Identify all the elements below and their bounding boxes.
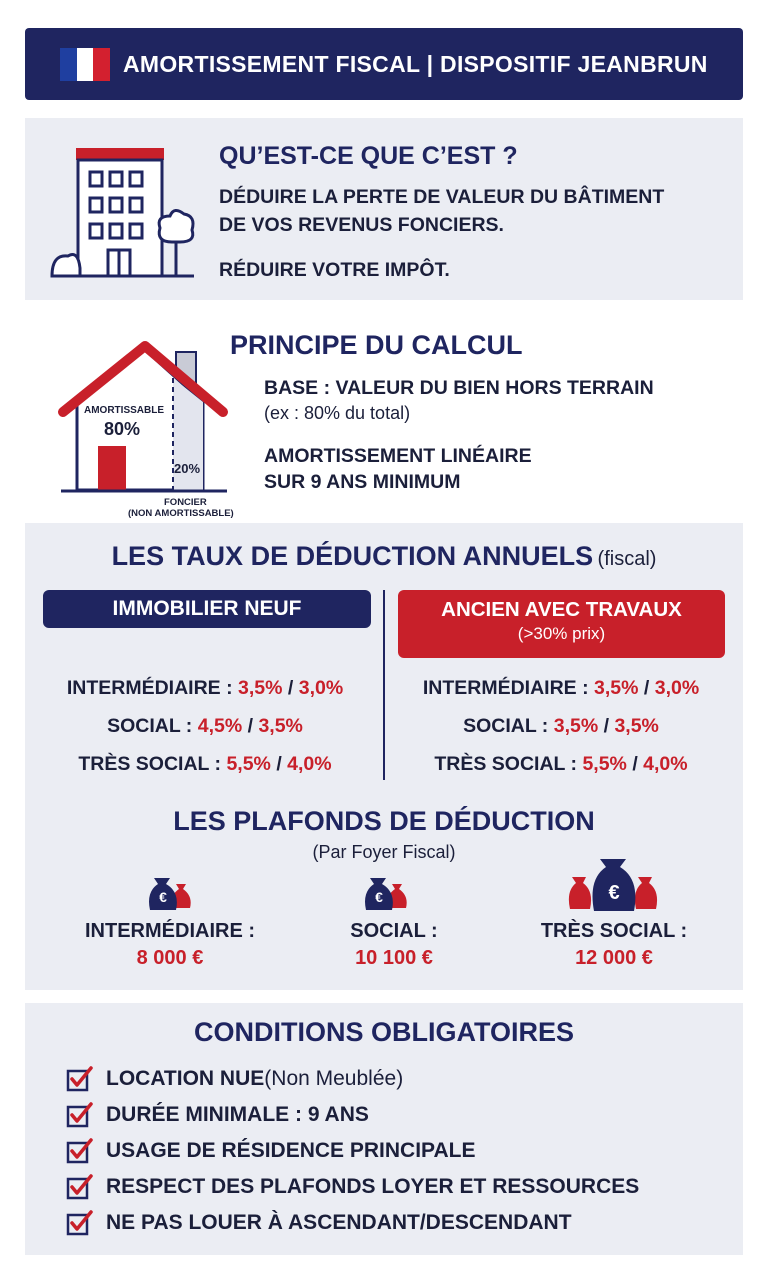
rate-label: INTERMÉDIAIRE : bbox=[422, 677, 594, 699]
plafond-amount: 8 000 € bbox=[136, 947, 204, 969]
neuf-row-tres-social bbox=[30, 753, 380, 776]
foncier-label: FONCIER bbox=[164, 497, 207, 508]
euro-glyph: € bbox=[608, 882, 620, 904]
checkbox-checked-icon bbox=[66, 1102, 94, 1128]
condition-note: (Non Meublée) bbox=[264, 1067, 404, 1090]
plafond-social bbox=[284, 920, 504, 970]
what-title: QU’EST-CE QUE C’EST ? bbox=[219, 142, 518, 170]
what-line-3: RÉDUIRE VOTRE IMPÔT. bbox=[219, 259, 450, 281]
ancien-label-box bbox=[398, 590, 725, 658]
rate-label: SOCIAL : bbox=[463, 715, 554, 737]
house-land-pct: 20% bbox=[174, 461, 201, 476]
calc-amort-line-1: AMORTISSEMENT LINÉAIRE bbox=[264, 445, 532, 467]
condition-item bbox=[66, 1138, 476, 1164]
rate-value-a: 3,5% bbox=[594, 677, 639, 699]
house-amortissable-label: AMORTISSABLE bbox=[84, 405, 164, 416]
ancien-row-social bbox=[386, 715, 736, 738]
money-bags-icon bbox=[362, 872, 410, 912]
condition-text: USAGE DE RÉSIDENCE PRINCIPALE bbox=[106, 1139, 476, 1162]
calc-title: PRINCIPE DU CALCUL bbox=[230, 330, 523, 360]
condition-item bbox=[66, 1174, 639, 1200]
checkbox-checked-icon bbox=[66, 1066, 94, 1092]
plafond-tres-social bbox=[504, 920, 724, 970]
calc-amort-line-2: SUR 9 ANS MINIMUM bbox=[264, 471, 461, 493]
rate-label: TRÈS SOCIAL : bbox=[434, 753, 583, 775]
house-icon bbox=[55, 338, 230, 496]
rate-label: TRÈS SOCIAL : bbox=[78, 753, 227, 775]
euro-glyph: € bbox=[375, 889, 383, 905]
taux-title-row bbox=[0, 541, 768, 572]
building-icon bbox=[48, 142, 198, 280]
rate-value-a: 3,5% bbox=[553, 715, 599, 737]
rate-separator: / bbox=[270, 753, 288, 775]
ancien-sublabel: (>30% prix) bbox=[517, 624, 606, 643]
plafond-label: INTERMÉDIAIRE : bbox=[85, 920, 255, 942]
ancien-label: ANCIEN AVEC TRAVAUX bbox=[441, 598, 682, 621]
plafonds-title: LES PLAFONDS DE DÉDUCTION bbox=[173, 806, 595, 836]
plafond-label: TRÈS SOCIAL : bbox=[540, 920, 688, 942]
plafond-intermediaire bbox=[60, 920, 280, 970]
rate-value-b: 3,5% bbox=[614, 715, 659, 737]
ancien-row-intermediaire bbox=[386, 677, 736, 700]
condition-item bbox=[66, 1066, 403, 1092]
rate-label: INTERMÉDIAIRE : bbox=[66, 677, 238, 699]
french-flag-icon bbox=[60, 48, 110, 81]
condition-text: RESPECT DES PLAFONDS LOYER ET RESSOURCES bbox=[106, 1175, 640, 1198]
rate-value-b: 4,0% bbox=[287, 753, 332, 775]
calc-base: BASE : VALEUR DU BIEN HORS TERRAIN bbox=[264, 377, 654, 399]
rate-separator: / bbox=[282, 677, 299, 699]
checkbox-checked-icon bbox=[66, 1174, 94, 1200]
rate-label: SOCIAL : bbox=[107, 715, 198, 737]
taux-title-suffix: (fiscal) bbox=[597, 548, 657, 570]
euro-glyph: € bbox=[159, 889, 167, 905]
rate-value-a: 5,5% bbox=[226, 753, 271, 775]
checkbox-checked-icon bbox=[66, 1210, 94, 1236]
non-amortissable-label: (NON AMORTISSABLE) bbox=[128, 508, 234, 519]
conditions-title: CONDITIONS OBLIGATOIRES bbox=[193, 1017, 575, 1047]
neuf-row-intermediaire bbox=[30, 677, 380, 700]
rate-value-b: 3,0% bbox=[298, 677, 344, 699]
rate-value-b: 3,0% bbox=[654, 677, 700, 699]
rate-value-a: 3,5% bbox=[238, 677, 283, 699]
rate-value-a: 5,5% bbox=[582, 753, 627, 775]
money-bags-icon bbox=[146, 872, 194, 912]
neuf-label: IMMOBILIER NEUF bbox=[112, 597, 302, 620]
calc-base-note: (ex : 80% du total) bbox=[264, 403, 411, 423]
condition-item bbox=[66, 1210, 572, 1236]
rate-value-a: 4,5% bbox=[197, 715, 243, 737]
rate-separator: / bbox=[638, 677, 655, 699]
what-line-2: DE VOS REVENUS FONCIERS. bbox=[219, 214, 504, 236]
plafond-amount: 12 000 € bbox=[575, 947, 653, 969]
house-amortissable-pct: 80% bbox=[104, 419, 141, 439]
rate-value-b: 4,0% bbox=[643, 753, 688, 775]
money-bags-icon bbox=[568, 855, 660, 913]
header-banner bbox=[25, 28, 743, 100]
rate-separator: / bbox=[626, 753, 644, 775]
condition-text: LOCATION NUE bbox=[106, 1067, 265, 1090]
taux-title: LES TAUX DE DÉDUCTION ANNUELS bbox=[111, 541, 594, 571]
what-line-1: DÉDUIRE LA PERTE DE VALEUR DU BÂTIMENT bbox=[219, 186, 665, 208]
plafond-label: SOCIAL : bbox=[350, 920, 438, 942]
condition-text: NE PAS LOUER À ASCENDANT/DESCENDANT bbox=[106, 1211, 572, 1234]
neuf-row-social bbox=[30, 715, 380, 738]
rate-value-b: 3,5% bbox=[258, 715, 303, 737]
condition-text: DURÉE MINIMALE : 9 ANS bbox=[106, 1103, 369, 1126]
rate-separator: / bbox=[598, 715, 615, 737]
plafonds-subtitle: (Par Foyer Fiscal) bbox=[312, 842, 456, 862]
taux-divider bbox=[383, 590, 385, 780]
plafond-amount: 10 100 € bbox=[355, 947, 433, 969]
page-title: AMORTISSEMENT FISCAL | DISPOSITIF JEANBRUN bbox=[123, 51, 708, 77]
ancien-row-tres-social bbox=[386, 753, 736, 776]
neuf-label-box bbox=[43, 590, 371, 628]
rate-separator: / bbox=[242, 715, 259, 737]
condition-item bbox=[66, 1102, 369, 1128]
checkbox-checked-icon bbox=[66, 1138, 94, 1164]
